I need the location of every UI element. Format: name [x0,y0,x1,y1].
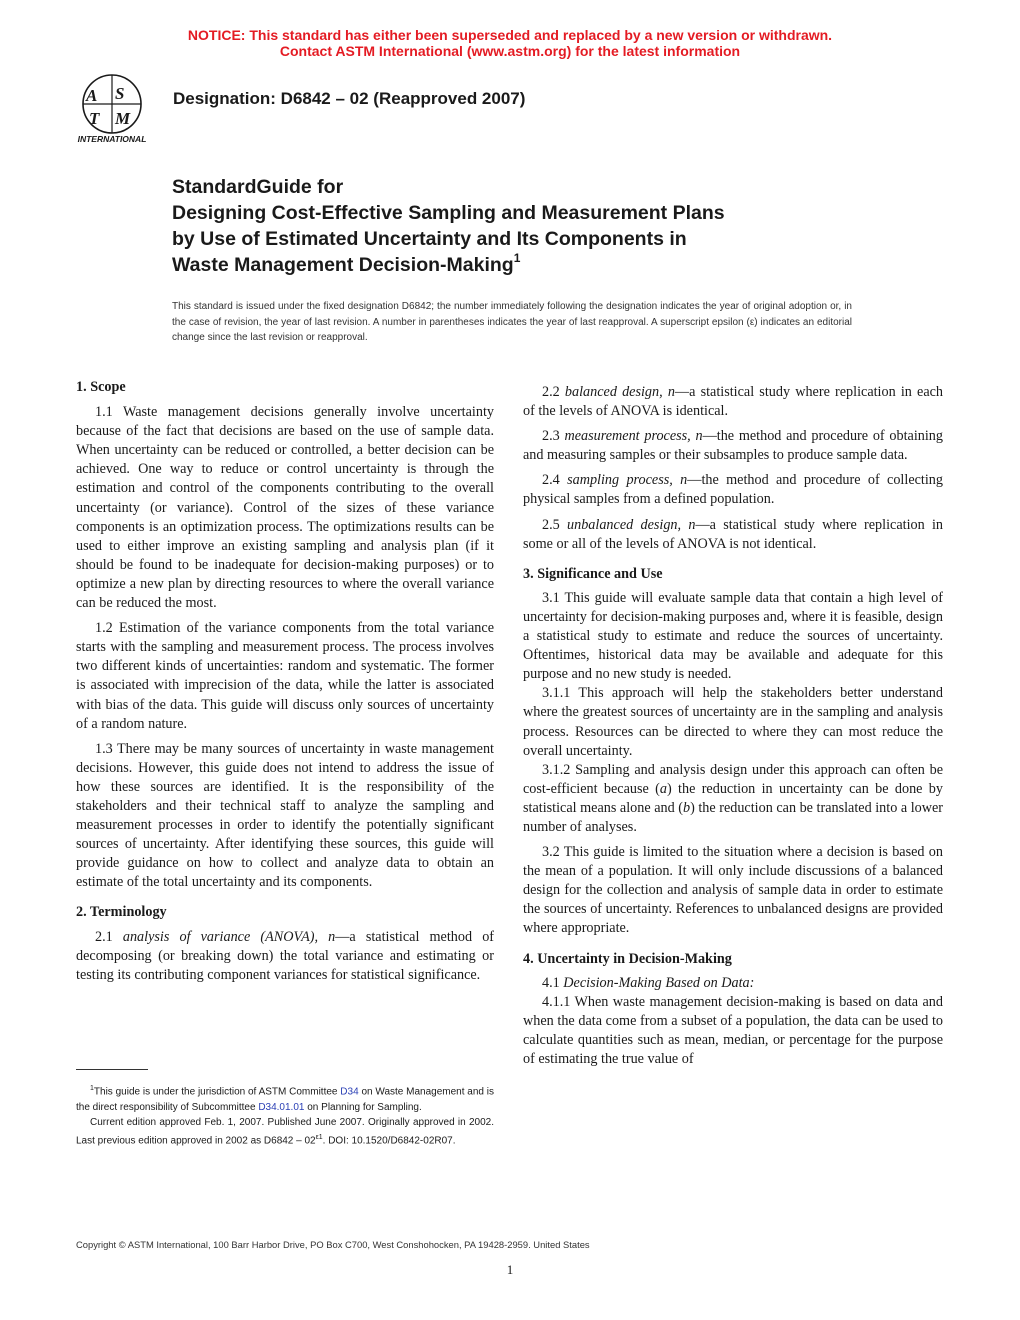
footnote-1: $^1$This guide is under the jurisdiction of ASTM Committee D34 on Waste Management and is the direct responsibility of Subcommittee D34.01.01 on Planning for Sampling. [76,1085,495,1113]
terminology-paragraph: 2.4 sampling process, n—the method and procedure of collecting physical samples from a defined population. [523,472,943,508]
subcommittee-link[interactable]: D34.01.01 [258,1101,305,1113]
svg-text:A: A [86,86,98,105]
significance-paragraph: 3.1.2 Sampling and analysis design under this approach can often be cost-efficient because (a) the reduction in uncertainty can be done by statistical means alone and (b) the reduction can be translated into a lower number of analyses. [523,761,943,835]
significance-paragraph: 3.2 This guide is limited to the situation where a decision is based on the mean of a population. It will only include discussions of a balanced design for the collection and analysis of sample data in order to estimate the sources of uncertainty. References to unbalanced designs are provided where appropriate. [523,844,943,937]
defined-term: measurement process, n [564,428,703,445]
copyright-line: Copyright © ASTM International, 100 Barr Harbor Drive, PO Box C700, West Conshohocken, PA 19428-2959. United States [76,1239,590,1250]
notice-line-2: Contact ASTM International (www.astm.org) for the latest information [279,43,741,59]
terminology-paragraph: 2.5 unbalanced design, n—a statistical study where replication in some or all of the levels of ANOVA is not identical. [523,516,944,552]
scope-paragraph: 1.1 Waste management decisions generally involve uncertainty because of the fact that decisions are based on the use of sample data. When uncertainty can be reduced or controlled, a better decision can be achieved. One way to reduce or control uncertainty is through the estimation and control of the components contributing to the overall uncertainty (or variance). Control of the sizes of these variance components is an optimization process. The optimizations results can be used to either improve an existing sampling and analysis plan (if it should be found to be inadequate for decision-making purposes) or to optimize a new plan by directing resources to where the overall variance can be reduced the most. [76,404,494,612]
withdrawal-notice [0,27,1020,59]
right-column [523,377,943,1069]
scope-heading: 1. Scope [76,379,126,395]
uncertainty-heading: 4. Uncertainty in Decision-Making [523,950,732,967]
left-column [76,378,494,985]
svg-text:T: T [89,109,100,128]
defined-term: balanced design, n [564,384,675,400]
title-footnote-mark: 1 [513,251,521,265]
svg-text:S: S [115,84,125,103]
title-line-4: Waste Management Decision-Making [172,254,514,276]
terminology-heading: 2. Terminology [76,904,167,921]
terminology-paragraph: 2.3 measurement process, n—the method and procedure of obtaining and measuring samples or their subsamples to produce sample data. [523,428,943,464]
significance-paragraph: 3.1.1 This approach will help the stakeholders better understand where the greatest sources of uncertainty are in the sampling and analysis process. Resources can be directed to where they can most reduce the overall uncertainty. [523,685,943,759]
title-line-2: Designing Cost-Effective Sampling and Measurement Plans [172,202,725,224]
title-line-1: StandardGuide for [172,176,344,198]
title-line-3: by Use of Estimated Uncertainty and Its Components in [172,228,687,250]
footnotes [76,1081,494,1148]
significance-heading: 3. Significance and Use [523,565,663,582]
document-title [172,174,912,278]
footnote-edition: Current edition approved Feb. 1, 2007. Published June 2007. Originally approved in 2002. Last previous edition approved in 2002 as $D6842 - 02^{\varepsilon 1}$. DOI: 10.1520/D6842-02R07. [76,1116,494,1147]
defined-term: analysis of variance (ANOVA), n [122,928,336,945]
uncertainty-subheading: 4.1 Decision-Making Based on Data: [542,974,755,991]
logo-caption: INTERNATIONAL [77,134,147,144]
terminology-paragraph: 2.1 analysis of variance (ANOVA), n—a statistical method of decomposing (or breaking down) the total variance and estimating or testing its contributing component variances for statistical significance. [76,928,495,983]
footnote-rule [76,1069,148,1070]
committee-link[interactable]: D34 [340,1086,359,1098]
astm-logo-icon [62,72,162,144]
svg-text:M: M [115,109,131,128]
uncertainty-paragraph: 4.1.1 When waste management decision-making is based on data and when the data come from a subset of a population, the data can be used to calculate quantities such as mean, median, or percentage for the purpose of estimating the true value of [523,993,943,1067]
notice-line-1: NOTICE: This standard has either been superseded and replaced by a new version or withdrawn. [187,27,833,43]
defined-term: sampling process, n [567,472,688,489]
terminology-paragraph: 2.2 balanced design, n—a statistical study where replication in each of the levels of ANOVA is identical. [523,384,944,420]
standard-preamble: This standard is issued under the fixed designation D6842; the number immediately following the designation indicates the year of original adoption or, in the case of revision, the year of last revision. A number in parentheses indicates the year of last reapproval. A superscript epsilon (ε) indicates an editorial change since the last revision or reapproval. [172,301,852,343]
page-number: 1 [506,1262,514,1277]
designation: Designation: D6842 – 02 (Reapproved 2007) [173,89,526,108]
scope-paragraph: 1.2 Estimation of the variance components from the total variance starts with the sampling and measurement process. The process involves two different kinds of uncertainties: random and systematic. The former is associated with imprecision of the data, while the latter is associated with bias of the data. This guide will discuss only sources of uncertainty of a random nature. [76,620,494,732]
scope-paragraph: 1.3 There may be many sources of uncertainty in waste management decisions. However, this guide does not intend to address the issue of how these sources are identified. It is the responsibility of the stakeholders and their technical staff to analyze the sampling and measurement processes in order to identify the potentially significant sources of uncertainty. After identifying these sources, this guide will provide guidance on how to collect and analyze data to obtain an estimate of the total uncertainty and its components. [76,740,494,891]
significance-paragraph: 3.1 This guide will evaluate sample data that contain a high level of uncertainty for decision-making purposes and, where it is feasible, design a statistical study to estimate and reduce the sources of uncertainty. Oftentimes, historical data may be available and adequate for this purpose and no new study is needed. [523,589,943,683]
defined-term: unbalanced design, n [567,516,696,533]
